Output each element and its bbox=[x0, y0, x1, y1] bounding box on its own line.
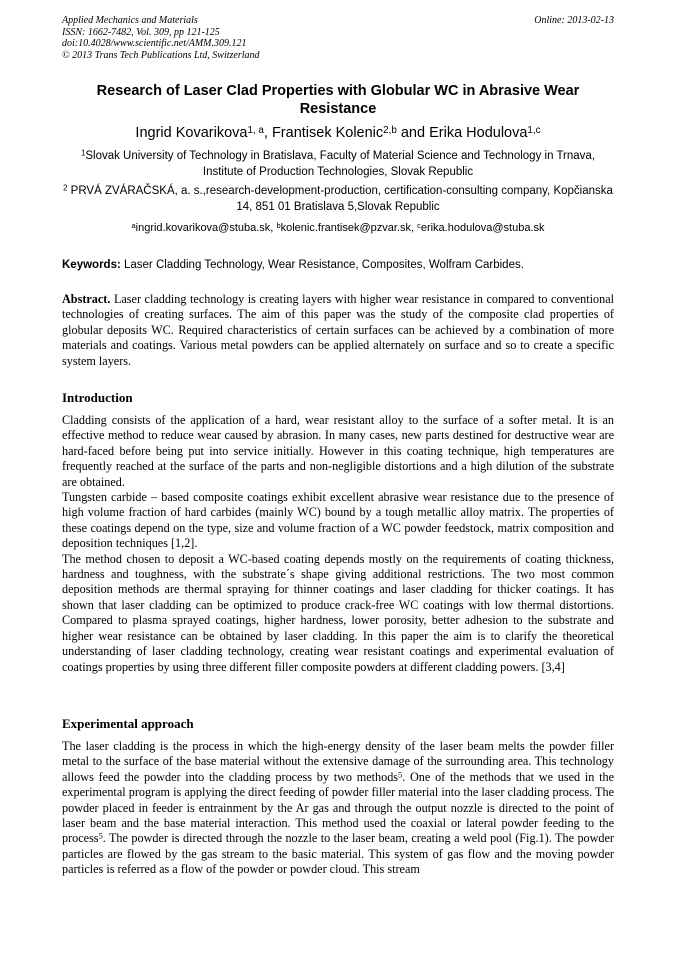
affiliation-text: Slovak University of Technology in Bratislava, Faculty of Material Science and Technology in Trnava, Institute of Production Technologies, Slovak Republic bbox=[85, 150, 596, 178]
experimental-body bbox=[62, 739, 614, 878]
keywords-text: Laser Cladding Technology, Wear Resistance, Composites, Wolfram Carbides. bbox=[120, 259, 524, 271]
keywords bbox=[62, 257, 622, 273]
email-address: kolenic.frantisek@pzvar.sk, bbox=[280, 222, 418, 234]
section-heading-experimental: Experimental approach bbox=[62, 716, 194, 731]
author-affiliation-mark: 1,c bbox=[527, 124, 541, 136]
author-name: Frantisek Kolenic bbox=[271, 125, 384, 141]
email-mark: c bbox=[417, 220, 421, 230]
email-address: ingrid.kovarikova@stuba.sk, bbox=[135, 222, 277, 234]
author-separator: and bbox=[396, 125, 430, 141]
online-date: Online: 2013-02-13 bbox=[534, 15, 614, 26]
introduction-body bbox=[62, 413, 614, 675]
paragraph-text: . One of the methods that we used in the experimental program is applying the direct feeding of powder filler material into the laser cladding process. The powder placed in feeder is entrainment by the Ar gas and through the output nozzle is directed to the point of laser beam and the base material interaction. This method used the coaxial or lateral powder feeding to the process bbox=[62, 769, 614, 846]
abstract-paragraph bbox=[62, 292, 614, 369]
paper-title: Research of Laser Clad Properties with Globular WC in Abrasive Wear Resistance bbox=[96, 83, 580, 117]
citation-mark: 5 bbox=[398, 770, 403, 780]
abstract bbox=[62, 292, 614, 369]
affiliation-number: 1 bbox=[80, 148, 86, 158]
email-mark: a bbox=[131, 220, 136, 230]
journal-header bbox=[62, 15, 422, 61]
email-mark: b bbox=[276, 220, 281, 230]
paragraph: Cladding consists of the application of a hard, wear resistant alloy to the surface of a softer metal. It is an effective method to reduce wear caused by abrasion. In many cases, new parts destined for destructive wear are hard-faced before being put into service initially. However in this coating technique, high temperatures are frequently reached at the surface of the parts and non-negligible distortions and a high dilution of the substrate are obtained. bbox=[62, 413, 614, 489]
paragraph bbox=[62, 739, 614, 878]
affiliation-1 bbox=[62, 148, 614, 180]
author-separator: , bbox=[263, 125, 272, 141]
copyright-line: © 2013 Trans Tech Publications Ltd, Switzerland bbox=[62, 49, 260, 61]
paragraph: The method chosen to deposit a WC-based coating depends mostly on the requirements of coating thickness, hardness and toughness, with the substrate´s shape giving additional restrictions. The two most common deposition methods are thermal spraying for thinner coatings and laser cladding for thicker coatings. It has shown that laser cladding can be optimized to produce crack-free WC coatings with low thermal distortions. Compared to plasma sprayed coatings, higher hardness, lower porosity, better adhesion to the substrate and higher wear resistance can be obtained by laser cladding. In this paper the aim is to clarify the theoretical understanding of laser cladding technology, creating wear resistant coatings and experimental evaluation of coatings properties by using three different filler composite powders at different cladding powers. [3,4] bbox=[62, 551, 614, 674]
affiliation-number: 2 bbox=[63, 183, 68, 193]
doi-line: doi:10.4028/www.scientific.net/AMM.309.121 bbox=[62, 38, 247, 49]
citation-mark: 5 bbox=[98, 831, 103, 841]
author-name: Erika Hodulova bbox=[429, 125, 528, 141]
abstract-label: Abstract. bbox=[62, 292, 111, 306]
journal-name: Applied Mechanics and Materials bbox=[62, 15, 198, 26]
paragraph: Tungsten carbide – based composite coatings exhibit excellent abrasive wear resistance due to the presence of high volume fraction of hard carbides (mainly WC) bound by a tough metallic alloy matrix. The properties of these coatings depend on the type, size and volume fraction of a WC powder feedstock, matrix composition and deposition techniques [1,2]. bbox=[62, 490, 614, 551]
author-affiliation-mark: 2,b bbox=[383, 124, 397, 136]
paragraph-text: . The powder is directed through the nozzle to the laser beam, creating a weld pool (Fig.1). The powder particles are flowed by the gas stream to the basic material. This system of gas flow and the moving powder particles is referred as a flow of the powder or powder cloud. This stream bbox=[62, 831, 614, 877]
paragraph-text: The laser cladding is the process in which the high-energy density of the laser beam melts the powder filler metal to the surface of the base material without the extensive damage of the surrounding area. This technology allows feed the powder into the cladding process by two methods bbox=[62, 739, 614, 784]
author-name: Ingrid Kovarikova bbox=[135, 125, 248, 141]
issn-line: ISSN: 1662-7482, Vol. 309, pp 121-125 bbox=[62, 26, 220, 38]
affiliation-2 bbox=[62, 183, 614, 215]
author-affiliation-mark: 1, a bbox=[247, 124, 264, 136]
email-address: erika.hodulova@stuba.sk bbox=[420, 222, 545, 234]
abstract-text: Laser cladding technology is creating layers with higher wear resistance in compared to conventional technologies of creating surfaces. The aim of this paper was the study of the composite clad properties of globular deposits WC. Required characteristics of certain surfaces can be achieved by a combination of more materials and coatings. Various metal powders can be applied alternately on surface and so to create a specific system layers. bbox=[62, 292, 614, 368]
email-line bbox=[62, 221, 614, 235]
author-line bbox=[62, 124, 614, 142]
affiliation-text: PRVÁ ZVÁRAČSKÁ, a. s.,research-development-production, certification-consulting company, Kopčianska 14, 851 01 Bratislava 5,Slovak Republic bbox=[70, 185, 613, 213]
keywords-label: Keywords: bbox=[62, 259, 121, 271]
section-heading-introduction: Introduction bbox=[62, 390, 133, 405]
